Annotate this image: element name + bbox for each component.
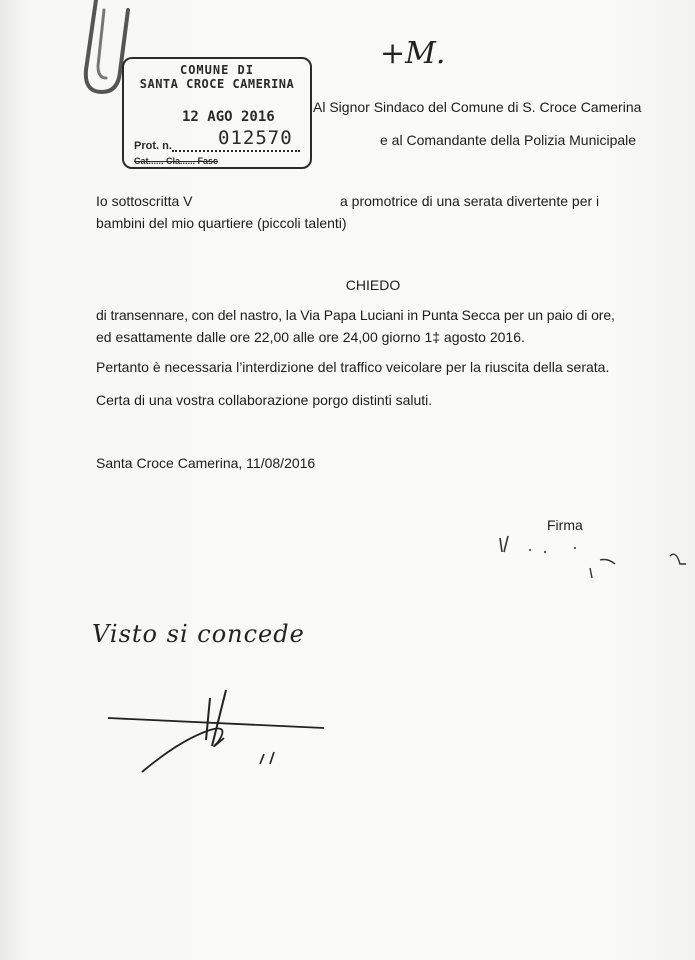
signature-marks: [490, 530, 690, 590]
approval-signature: [100, 680, 340, 780]
stamp-protocol-label: Prot. n.: [134, 140, 172, 152]
signature-label: Firma: [547, 517, 583, 533]
recipient-line-1: Al Signor Sindaco del Comune di S. Croce Camerina: [313, 99, 642, 115]
approval-note: Visto si concede: [92, 620, 305, 648]
stamp-line-2: SANTA CROCE CAMERINA: [139, 77, 295, 91]
stamp-date: 12 AGO 2016: [182, 109, 275, 125]
stamp-category-line: Cat...... Cla...... Fasc: [134, 156, 219, 166]
intro-part-2: a promotrice di una serata divertente per i: [340, 193, 600, 209]
stamp-line-1: COMUNE DI: [179, 63, 255, 77]
paragraph-1-line-1: di transennare, con del nastro, la Via Papa Luciani in Punta Secca per un paio di ore,: [96, 307, 615, 323]
paragraph-1-line-2: ed esattamente dalle ore 22,00 alle ore 24,00 giorno 1‡ agosto 2016.: [96, 329, 525, 345]
recipient-line-2: e al Comandante della Polizia Municipale: [380, 132, 637, 148]
handwritten-top-mark: +M.: [380, 36, 446, 71]
stamp-protocol-number: 012570: [218, 127, 293, 149]
paragraph-2: Pertanto è necessaria l’interdizione del traffico veicolare per la riuscita della serata.: [96, 359, 610, 375]
heading-chiedo: CHIEDO: [345, 277, 401, 293]
place-and-date: Santa Croce Camerina, 11/08/2016: [96, 455, 316, 471]
protocol-stamp: [122, 57, 312, 169]
intro-line-2: bambini del mio quartiere (piccoli talenti): [96, 215, 347, 231]
paragraph-3: Certa di una vostra collaborazione porgo distinti saluti.: [96, 392, 433, 408]
stamp-dotted-line: [172, 150, 300, 152]
intro-part-1: Io sottoscritta V: [96, 193, 193, 209]
